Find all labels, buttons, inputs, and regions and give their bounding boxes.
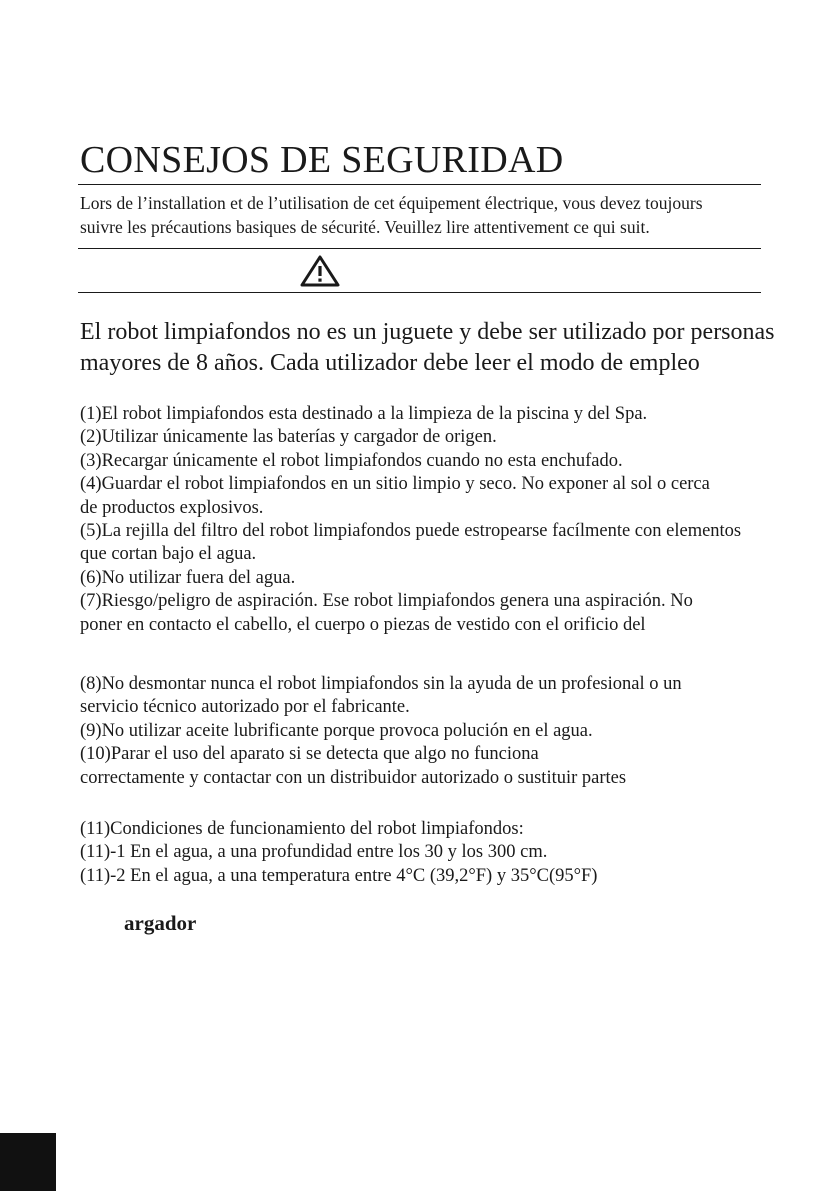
warning-top-rule	[78, 248, 761, 249]
warning-bottom-rule	[78, 292, 761, 293]
list-item: (10)Parar el uso del aparato si se detecta que algo no funciona	[80, 744, 539, 765]
list-item: de productos explosivos.	[80, 497, 264, 518]
list-item: (3)Recargar únicamente el robot limpiafondos cuando no esta enchufado.	[80, 450, 623, 471]
list-item: correctamente y contactar con un distribuidor autorizado o sustituir partes	[80, 767, 627, 788]
lead-line: mayores de 8 años. Cada utilizador debe leer el modo de empleo	[80, 350, 700, 376]
intro-line: Lors de l’installation et de l’utilisation de cet équipement électrique, vous devez toujours	[80, 193, 703, 213]
warning-triangle-icon	[300, 255, 340, 287]
page-corner-tab	[0, 1133, 56, 1191]
list-item: (1)El robot limpiafondos esta destinado a la limpieza de la piscina y del Spa.	[80, 404, 648, 424]
intro-line: suivre les précautions basiques de sécurité. Veuillez lire attentivement ce qui suit.	[80, 217, 650, 237]
safety-list-group-2	[80, 673, 682, 790]
safety-list-group-1	[80, 403, 741, 637]
list-item: (11)-1 En el agua, a una profundidad entre los 30 y los 300 cm.	[80, 842, 548, 863]
list-item: (8)No desmontar nunca el robot limpiafondos sin la ayuda de un profesional o un	[80, 674, 682, 694]
list-item: (5)La rejilla del filtro del robot limpiafondos puede estropearse facílmente con elementos	[80, 521, 742, 542]
list-item: (6)No utilizar fuera del agua.	[80, 567, 296, 588]
list-item: poner en contacto el cabello, el cuerpo o piezas de vestido con el orificio del	[80, 614, 646, 635]
list-item: (9)No utilizar aceite lubrificante porque provoca polución en el agua.	[80, 720, 593, 741]
list-item: (11)Condiciones de funcionamiento del robot limpiafondos:	[80, 819, 524, 839]
list-item: (2)Utilizar únicamente las baterías y cargador de origen.	[80, 427, 497, 448]
lead-line: El robot limpiafondos no es un juguete y debe ser utilizado por personas	[80, 319, 775, 345]
list-item: (11)-2 En el agua, a una temperatura entre 4°C (39,2°F) y 35°C(95°F)	[80, 865, 598, 886]
list-item: (7)Riesgo/peligro de aspiración. Ese robot limpiafondos genera una aspiración. No	[80, 591, 693, 612]
page-title: CONSEJOS DE SEGURIDAD	[80, 139, 564, 181]
safety-list-group-3	[80, 818, 597, 888]
lead-paragraph	[80, 317, 775, 379]
section-heading: argador	[124, 911, 197, 935]
title-underline	[78, 184, 761, 185]
intro-paragraph	[80, 191, 770, 239]
list-item: (4)Guardar el robot limpiafondos en un sitio limpio y seco. No exponer al sol o cerca	[80, 474, 710, 495]
list-item: servicio técnico autorizado por el fabricante.	[80, 697, 410, 718]
list-item: que cortan bajo el agua.	[80, 544, 257, 565]
